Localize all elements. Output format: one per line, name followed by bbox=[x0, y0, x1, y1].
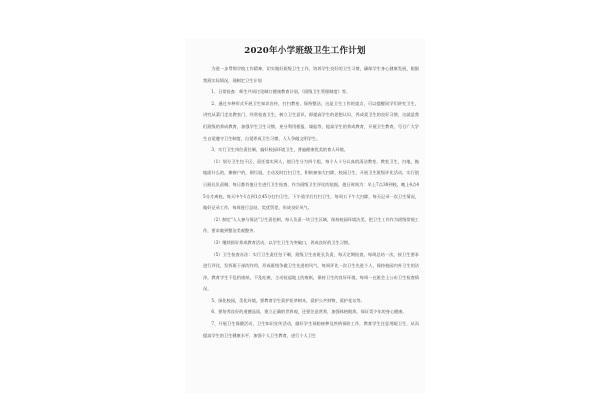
paragraph-5: 5、绿化校园，美化环境，要教育学生爱护花草树木，爱护公共财物，爱护花坛等。 bbox=[211, 297, 365, 303]
paragraph-2: 2、通过多种形式开展卫生知识宣传，打扫教室，保持整洁，这是卫生工作的重点，可以提醒同学们讲究卫生，讲究从菜门走出教室门，经常检查卫生，树立卫生意识，即提高学生的思想认识，养成爱卫生的良好习惯，这就是我们班级的养成教育，加强学生卫生习惯，充分利用板报、墙报等，提高学生的养成教育，开展卫生教育，号召广大学生自觉遵守卫生制度，自觉养成卫生习惯，人人争做文明学生。 bbox=[203, 100, 419, 141]
paragraph-7: 7、开展卫生保健活动，卫生知识宣传活动，做好学生预防接种及疾病预防工作，教育学生注意用眼卫生，从而提高学生的卫生健康水平，加强个人卫生教育，进行个人卫生 bbox=[203, 321, 419, 338]
document-page bbox=[185, 38, 425, 394]
paragraph-3-2: （2）制定"人人参与保洁"卫生责任制，每人负责一块卫生区域，保持校园环境洁美，把卫生工作作为班级常规工作，要求做到整洁美观整齐。 bbox=[203, 216, 419, 234]
document-title: 2020年小学班级卫生工作计划 bbox=[244, 46, 366, 56]
paragraph-1: 1、日常检查：师生共同讨论制订健康教育计划，《班级卫生管理制度》等。 bbox=[211, 89, 351, 95]
paragraph-6: 6、要培养良好的道德品质，建立正确的世界观，还要注意营养，加强体格锻炼，保证青少年的身心健康。 bbox=[211, 309, 407, 315]
paragraph-3: 3、实行卫生岗位责任制，搞好校园环境卫生，普遍健康优美的育人环境。 bbox=[211, 147, 349, 153]
paragraph-3-3: （3）继续抓好养成教育活动，以学生卫生为突破口，养成良好的卫生习惯。 bbox=[211, 239, 353, 245]
document-body bbox=[185, 63, 425, 341]
paragraph-3-5: （5）卫生检查办法：实行卫生责任包干制，班级卫生由班长负责，每天定期检查，每周总结一次，按卫生要求进行评比，发挥班干部的作用，形成班级争做卫生先进的风气，每周评比一次卫生先进个人，保持校园内外卫生的洁净，教育学生不乱扔废纸，不乱吐痰，主动捡起地上的废纸，保持卫生的良好环境，每周一在班会上公布卫生检查情况。 bbox=[203, 251, 419, 292]
paragraph-3-1: （1）划分卫生包干区，责任落实到人，值日生分为四个组，每个人十分认真的清洁教室，教室卫生，扫地，拖地面什么的，擦窗户的，倒垃圾，主动及时打扫卫生，积极参加大扫除，校园卫生，开展卫生班级评比活动，实行值日班长负责制，每日都有值日生进行卫生检查，作为班级卫生评比的依据，值日时间为：早上7点30到校，晚上4点45分才离校，每天中午1点到1点45分打扫卫生，下午放学后打扫卫生，每周五下午大扫除，每天记录一次卫生情况，做好记录工作，每周进行总结，奖优罚差，形成良好风气。 bbox=[203, 158, 419, 211]
paragraph-intro: 为进一步贯彻学校工作精神，切实做好班级卫生工作，培养学生良好的卫生习惯，确保学生身心健康发展，根据我班实际情况，现制定卫生计划 bbox=[203, 66, 419, 83]
